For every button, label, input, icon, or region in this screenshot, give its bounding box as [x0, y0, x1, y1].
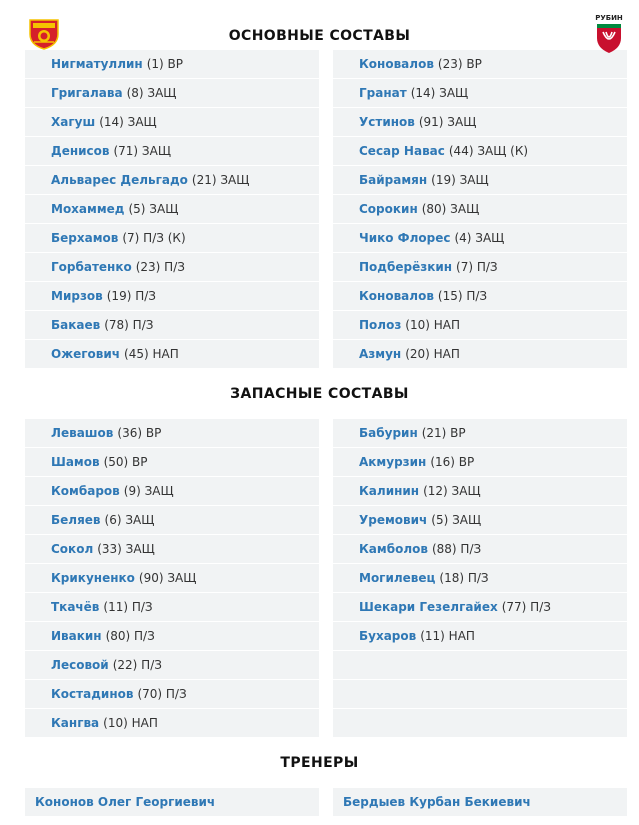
player-row[interactable]: [25, 166, 319, 195]
empty-row: [333, 709, 627, 738]
player-meta: (6) ЗАЩ: [104, 513, 155, 527]
player-meta: (20) НАП: [405, 347, 460, 361]
away-starting-list: [333, 50, 627, 369]
player-row[interactable]: [25, 311, 319, 340]
player-row[interactable]: [25, 195, 319, 224]
player-meta: (77) П/З: [501, 600, 551, 614]
player-name[interactable]: Ткачёв: [51, 600, 100, 614]
player-name[interactable]: Бухаров: [359, 629, 417, 643]
player-name[interactable]: Берхамов: [51, 231, 119, 245]
player-row[interactable]: [333, 448, 627, 477]
subs-header: [0, 369, 639, 419]
player-meta: (45) НАП: [124, 347, 179, 361]
player-row[interactable]: [333, 477, 627, 506]
player-name[interactable]: Нигматуллин: [51, 57, 143, 71]
player-row[interactable]: [25, 50, 319, 79]
player-meta: (21) ВР: [421, 426, 466, 440]
player-meta: (70) П/З: [137, 687, 187, 701]
player-name[interactable]: Могилевец: [359, 571, 436, 585]
player-name[interactable]: Коновалов: [359, 57, 434, 71]
player-meta: (7) П/З (К): [122, 231, 186, 245]
player-name[interactable]: Коновалов: [359, 289, 434, 303]
player-meta: (50) ВР: [103, 455, 148, 469]
player-name[interactable]: Мохаммед: [51, 202, 125, 216]
player-row[interactable]: [333, 224, 627, 253]
player-row[interactable]: [25, 680, 319, 709]
player-name[interactable]: Бабурин: [359, 426, 418, 440]
player-meta: (14) ЗАЩ: [99, 115, 157, 129]
player-meta: (23) ВР: [437, 57, 482, 71]
player-row[interactable]: [25, 564, 319, 593]
player-name[interactable]: Азмун: [359, 347, 402, 361]
player-name[interactable]: Григалава: [51, 86, 123, 100]
player-row[interactable]: [333, 50, 627, 79]
player-row[interactable]: [25, 137, 319, 166]
coaches-row: [0, 788, 639, 816]
player-meta: (33) ЗАЩ: [97, 542, 155, 556]
player-row[interactable]: [333, 166, 627, 195]
substitutes-lineups: [0, 419, 639, 738]
player-name[interactable]: Акмурзин: [359, 455, 427, 469]
player-meta: (36) ВР: [117, 426, 162, 440]
player-name[interactable]: Байрамян: [359, 173, 428, 187]
player-meta: (44) ЗАЩ (К): [448, 144, 529, 158]
player-row[interactable]: [333, 108, 627, 137]
player-meta: (80) ЗАЩ: [421, 202, 480, 216]
home-starting-list: [25, 50, 319, 369]
player-name[interactable]: Ожегович: [51, 347, 121, 361]
player-row[interactable]: [25, 448, 319, 477]
player-meta: (78) П/З: [104, 318, 154, 332]
player-row[interactable]: [333, 282, 627, 311]
coaches-header: [0, 738, 639, 788]
player-meta: (19) ЗАЩ: [431, 173, 489, 187]
player-name[interactable]: Лесовой: [51, 658, 109, 672]
player-name[interactable]: Беляев: [51, 513, 101, 527]
player-name[interactable]: Камболов: [359, 542, 428, 556]
player-meta: (9) ЗАЩ: [123, 484, 174, 498]
player-row[interactable]: [25, 709, 319, 738]
subs-title: ЗАПАСНЫЕ СОСТАВЫ: [230, 386, 409, 402]
player-meta: (14) ЗАЩ: [410, 86, 469, 100]
player-name[interactable]: Альварес Дельгадо: [51, 173, 188, 187]
starting-header: [0, 0, 639, 50]
player-row[interactable]: [25, 593, 319, 622]
player-name[interactable]: Ивакин: [51, 629, 102, 643]
player-name[interactable]: Уремович: [359, 513, 428, 527]
coaches-title: ТРЕНЕРЫ: [280, 755, 359, 771]
player-meta: (88) П/З: [431, 542, 482, 556]
player-name[interactable]: Кангва: [51, 716, 100, 730]
player-name[interactable]: Крикуненко: [51, 571, 135, 585]
player-name[interactable]: Хагуш: [51, 115, 96, 129]
player-meta: (80) П/З: [105, 629, 155, 643]
player-meta: (22) П/З: [112, 658, 162, 672]
player-name[interactable]: Сокол: [51, 542, 94, 556]
player-row[interactable]: [333, 535, 627, 564]
rubin-logo-text: РУБИН: [595, 14, 623, 22]
player-row[interactable]: [333, 340, 627, 369]
player-row[interactable]: [25, 419, 319, 448]
player-row[interactable]: [25, 535, 319, 564]
player-name[interactable]: Шекари Гезелгайех: [359, 600, 498, 614]
player-name[interactable]: Горбатенко: [51, 260, 132, 274]
player-meta: (10) НАП: [103, 716, 158, 730]
player-meta: (1) ВР: [146, 57, 183, 71]
player-meta: (4) ЗАЩ: [454, 231, 505, 245]
player-row[interactable]: [25, 224, 319, 253]
empty-row: [333, 651, 627, 680]
player-meta: (15) П/З: [437, 289, 488, 303]
player-name[interactable]: Мирзов: [51, 289, 103, 303]
player-name[interactable]: Калинин: [359, 484, 420, 498]
player-row[interactable]: [25, 622, 319, 651]
player-row[interactable]: [333, 419, 627, 448]
player-row[interactable]: [333, 253, 627, 282]
player-name[interactable]: Сорокин: [359, 202, 418, 216]
player-row[interactable]: [333, 506, 627, 535]
player-meta: (90) ЗАЩ: [138, 571, 197, 585]
player-name[interactable]: Чико Флорес: [359, 231, 451, 245]
player-row[interactable]: [25, 253, 319, 282]
player-meta: (11) П/З: [103, 600, 153, 614]
player-name[interactable]: Денисов: [51, 144, 110, 158]
player-meta: (19) П/З: [106, 289, 156, 303]
player-name[interactable]: Левашов: [51, 426, 114, 440]
starting-title: ОСНОВНЫЕ СОСТАВЫ: [228, 28, 411, 44]
player-meta: (71) ЗАЩ: [113, 144, 171, 158]
player-meta: (18) П/З: [439, 571, 489, 585]
player-row[interactable]: [333, 137, 627, 166]
away-coach-name[interactable]: Бердыев Курбан Бекиевич: [333, 788, 627, 816]
player-meta: (91) ЗАЩ: [418, 115, 477, 129]
player-row[interactable]: [25, 477, 319, 506]
player-meta: (10) НАП: [405, 318, 460, 332]
player-name[interactable]: Сесар Навас: [359, 144, 445, 158]
player-meta: (23) П/З: [135, 260, 185, 274]
starting-lineups: [0, 50, 639, 369]
player-row[interactable]: [25, 651, 319, 680]
home-subs-list: [25, 419, 319, 738]
player-name[interactable]: Комбаров: [51, 484, 120, 498]
player-row[interactable]: [25, 108, 319, 137]
player-name[interactable]: Шамов: [51, 455, 100, 469]
player-meta: (5) ЗАЩ: [431, 513, 482, 527]
player-name[interactable]: Полоз: [359, 318, 402, 332]
home-coach-name[interactable]: Кононов Олег Георгиевич: [25, 788, 319, 816]
player-meta: (16) ВР: [430, 455, 475, 469]
player-name[interactable]: Костадинов: [51, 687, 134, 701]
player-row[interactable]: [333, 564, 627, 593]
player-meta: (7) П/З: [456, 260, 498, 274]
player-row[interactable]: [25, 282, 319, 311]
player-meta: (8) ЗАЩ: [126, 86, 177, 100]
player-meta: (21) ЗАЩ: [191, 173, 250, 187]
player-row[interactable]: [25, 506, 319, 535]
player-meta: (5) ЗАЩ: [128, 202, 179, 216]
away-subs-list: [333, 419, 627, 738]
player-row[interactable]: [333, 622, 627, 651]
player-meta: (12) ЗАЩ: [423, 484, 481, 498]
player-meta: (11) НАП: [420, 629, 475, 643]
player-row[interactable]: [333, 195, 627, 224]
player-row[interactable]: [333, 593, 627, 622]
player-name[interactable]: Бакаев: [51, 318, 101, 332]
player-name[interactable]: Подберёзкин: [359, 260, 453, 274]
player-row[interactable]: [333, 311, 627, 340]
player-row[interactable]: [333, 79, 627, 108]
empty-row: [333, 680, 627, 709]
player-row[interactable]: [25, 79, 319, 108]
rubin-kazan-crest-icon: [593, 12, 625, 54]
player-row[interactable]: [25, 340, 319, 369]
player-name[interactable]: Гранат: [359, 86, 407, 100]
player-name[interactable]: Устинов: [359, 115, 415, 129]
